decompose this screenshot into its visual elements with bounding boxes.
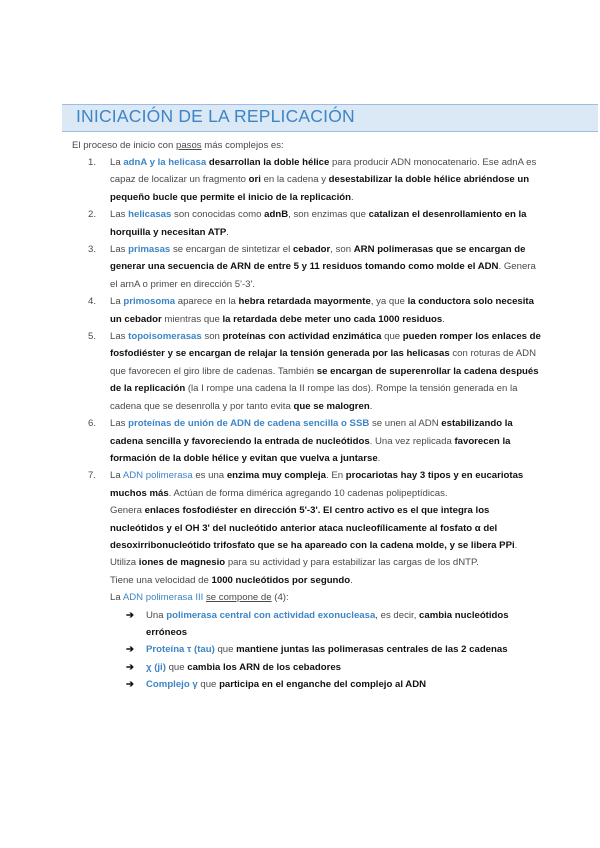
intro-paragraph: El proceso de inicio con pasos más complejos es: <box>72 140 284 151</box>
arrow-icon: ➔ <box>126 679 135 691</box>
components-sublist <box>110 607 542 694</box>
list-item: 1. La adnA y la helicasa desarrollan la doble hélice para producir ADN monocatenario. Ese adnA es capaz de localizar un fragmento ori en la cadena y desestabilizar la doble hélice abriéndose un pequeño bucle que permite el inicio de la replicación. <box>88 157 537 203</box>
section-title: INICIACIÓN DE LA REPLICACIÓN <box>76 106 355 126</box>
list-item: 6. Las proteínas de unión de ADN de cadena sencilla o SSB se unen al ADN estabilizando la cadena sencilla y favoreciendo la entrada de nucleótidos. Una vez replicada favorecen la formación de la doble hélice y evitan que vuelva a juntarse. <box>88 418 513 464</box>
arrow-icon: ➔ <box>126 609 135 621</box>
list-item: 4. La primosoma aparece en la hebra retardada mayormente, ya que la conductora solo necesita un cebador mientras que la retardada debe meter uno cada 1000 residuos. <box>88 296 534 325</box>
arrow-icon: ➔ <box>126 661 135 673</box>
list-item: 7. La ADN polimerasa es una enzima muy compleja. En procariotas hay 3 tipos y en eucariotas muchos más. Actúan de forma dimérica agregando 10 cadenas polipeptídicas. Genera enlaces fosfodiéster en dirección 5'-3'. El centro activo es el que integra los nucleótidos y el OH 3' del nucleótido anterior ataca nucleofílicamente al fosfato α del desoxirribonucleótido trifosfato que se ha apareado con la cadena molde, y se libera PPi. Utiliza iones de magnesio para su actividad y para estabilizar las cargas de los dNTP. Tiene una velocidad de 1000 nucleótidos por segundo. La ADN polimerasa III se compone de (4): ➔ Una polimerasa central con actividad exonucleasa, es decir, cambia nucleótidos erróneos ➔ Proteína τ (tau) que mantiene juntas las polimerasas centrales de las 2 cadenas ➔ χ (ji) que cambia los ARN de los cebadores ➔ Complejo γ que participa en el enganche del complejo al ADN <box>72 467 542 693</box>
sublist-item: ➔ Una polimerasa central con actividad exonucleasa, es decir, cambia nucleótidos erróneos <box>110 607 542 642</box>
sublist-item: ➔ Complejo γ que participa en el enganche del complejo al ADN <box>110 676 542 693</box>
sublist-item: ➔ χ (ji) que cambia los ARN de los cebadores <box>110 659 542 676</box>
list-item: 2. Las helicasas son conocidas como adnB, son enzimas que catalizan el desenrollamiento en la horquilla y necesitan ATP. <box>88 209 527 238</box>
underlined-word: pasos <box>176 140 202 151</box>
sublist-item: ➔ Proteína τ (tau) que mantiene juntas las polimerasas centrales de las 2 cadenas <box>110 641 542 658</box>
list-item: 5. Las topoisomerasas son proteínas con actividad enzimática que pueden romper los enlaces de fosfodiéster y se encargan de relajar la tensión generada por las helicasas con roturas de ADN que favorecen el giro libre de cadenas. También se encargan de superenrollar la cadena después de la replicación (la I rompe una cadena la II rompe las dos). Rompe la tensión generada en la cadena que se desenrolla y por tanto evita que se malogren. <box>88 331 541 412</box>
arrow-icon: ➔ <box>126 644 135 656</box>
steps-list <box>72 154 542 694</box>
list-item: 3. Las primasas se encargan de sintetizar el cebador, son ARN polimerasas que se encargan de generar una secuencia de ARN de entre 5 y 11 residuos tomando como molde el ADN. Genera el arnA o primer en dirección 5'-3'. <box>88 244 536 290</box>
